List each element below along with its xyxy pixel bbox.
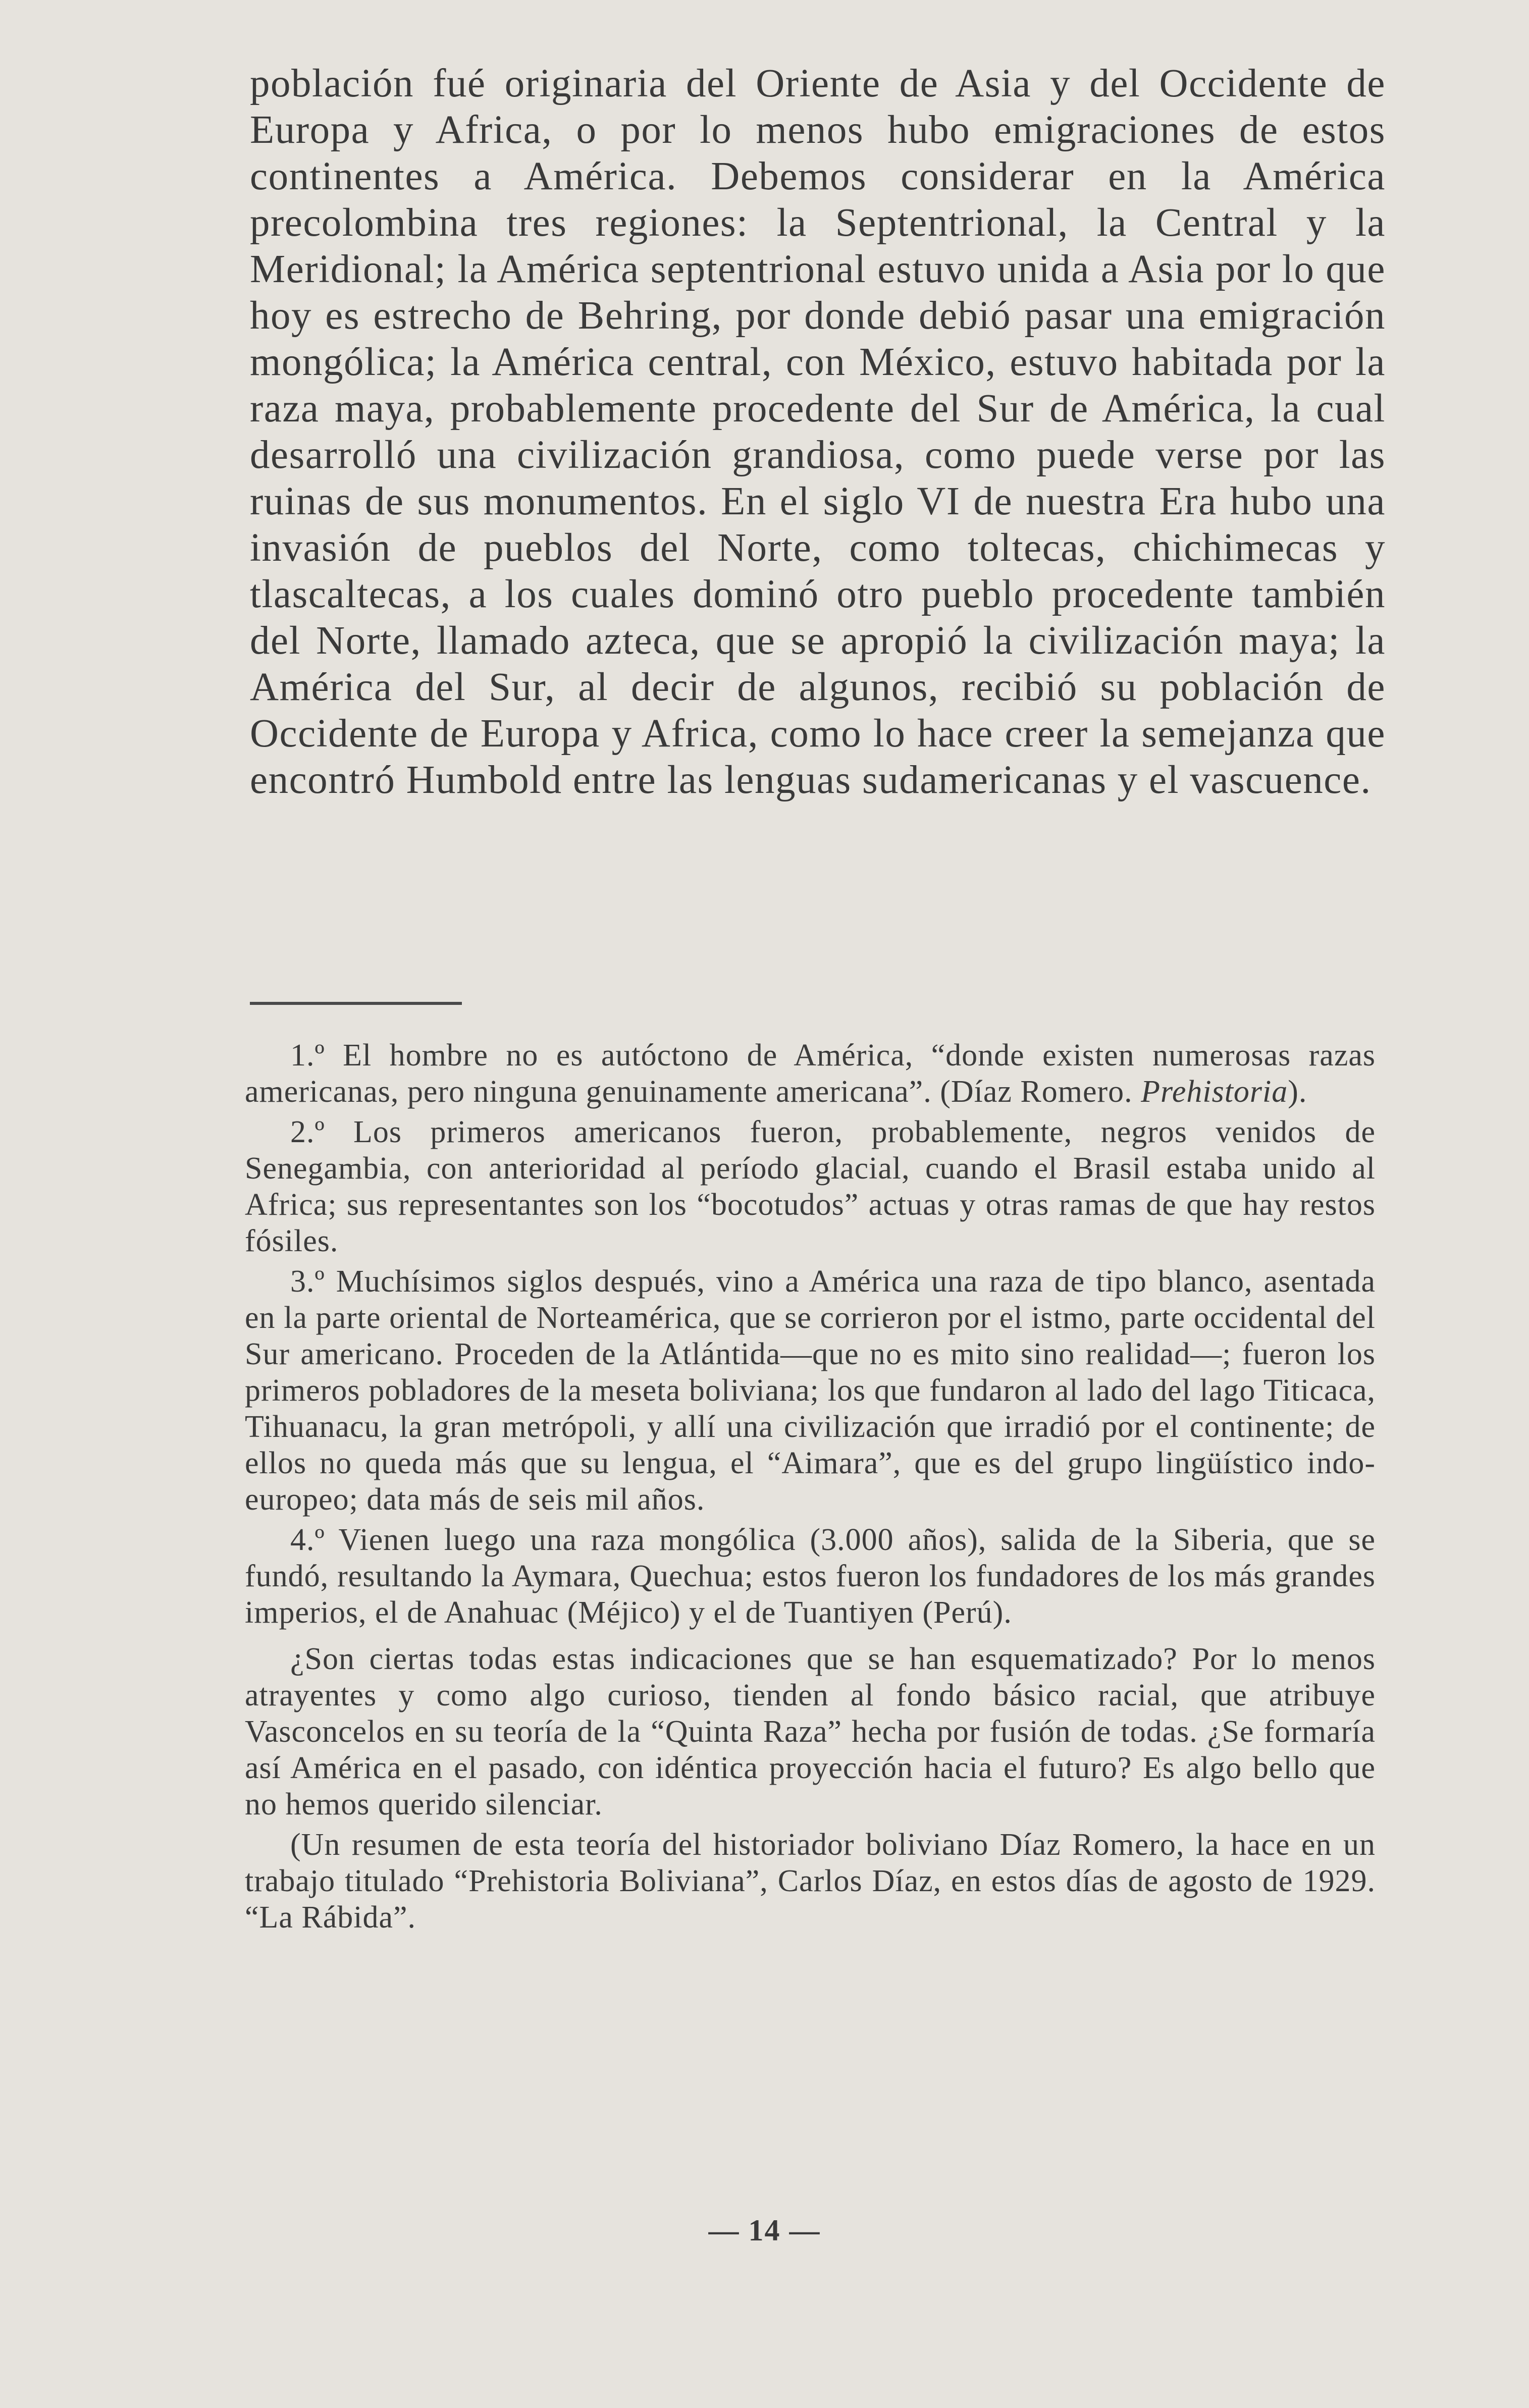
main-text: población fué originaria del Oriente de Asia y del Occidente de Europa y Africa, o por lo menos hubo emigraciones de estos continentes a América. Debemos considerar en la América precolombina tres regiones: la Septentrional, la Central y la Meridional; la América septentrional estuvo unida a Asia por lo que hoy es estrecho de Behring, por donde debió pasar una emigración mongólica; la América central, con México, estuvo habitada por la raza maya, probablemente procedente del Sur de América, la cual desarrolló una civilización grandiosa, como puede verse por las ruinas de sus monumentos. En el siglo VI de nuestra Era hubo una invasión de pueblos del Norte, como toltecas, chichimecas y tlascaltecas, a los cuales dominó otro pueblo procedente también del Norte, llamado azteca, que se apropió la civilización maya; la América del Sur, al decir de algunos, recibió su población de Occidente de Europa y Africa, como lo hace creer la semejanza que encontró Humbold entre las lenguas sudamericanas y el vascuence. <box>250 62 1386 802</box>
note-2: 2.º Los primeros americanos fueron, probablemente, negros venidos de Senegambia, con anterioridad al período glacial, cuando el Brasil estaba unido al Africa; sus representantes son los “bocotudos” actuas y otras ramas de que hay restos fósiles. <box>245 1115 1376 1258</box>
note-1-close: ). <box>1288 1075 1307 1109</box>
footnote-separator <box>250 1002 462 1005</box>
note-1-source: Prehistoria <box>1141 1075 1288 1109</box>
note-3: 3.º Muchísimos siglos después, vino a América una raza de tipo blanco, asentada en la parte oriental de Norteamérica, que se corrieron por el istmo, parte occidental del Sur americano. Proceden de la Atlántida—que no es mito sino realidad—; fueron los primeros pobladores de la meseta boliviana; los que fundaron al lado del lago Titicaca, Tihuanacu, la gran metrópoli, y allí una civilización que irradió por el continente; de ellos no queda más que su lengua, el “Aimara”, que es del grupo lingüístico indo-europeo; data más de seis mil años. <box>245 1264 1376 1517</box>
note-1 <box>245 1037 1376 1110</box>
note-4: 4.º Vienen luego una raza mongólica (3.000 años), salida de la Siberia, que se fundó, resultando la Aymara, Quechua; estos fueron los fundadores de los más grandes imperios, el de Anahuac (Méjico) y el de Tuantiyen (Perú). <box>245 1523 1376 1630</box>
body-paragraph <box>250 61 1386 804</box>
page-number: — 14 — <box>708 2214 821 2247</box>
summary-paragraph: (Un resumen de esta teoría del historiador boliviano Díaz Romero, la hace en un trabajo titulado “Prehistoria Boliviana”, Carlos Díaz, en estos días de agosto de 1929. “La Rábida”. <box>245 1828 1376 1935</box>
question-paragraph: ¿Son ciertas todas estas indicaciones que se han esquematizado? Por lo menos atrayentes y como algo curioso, tienden al fondo básico racial, que atribuye Vasconcelos en su teoría de la “Quinta Raza” hecha por fusión de todas. ¿Se formaría así América en el pasado, con idéntica proyección hacia el futuro? Es algo bello que no hemos querido silenciar. <box>245 1642 1376 1822</box>
note-1-text: 1.º El hombre no es autóctono de América, “donde existen numerosas razas americanas, pero ninguna genuinamente americana”. (Díaz Romero. <box>245 1038 1376 1109</box>
footnotes-section <box>245 1037 1376 1940</box>
